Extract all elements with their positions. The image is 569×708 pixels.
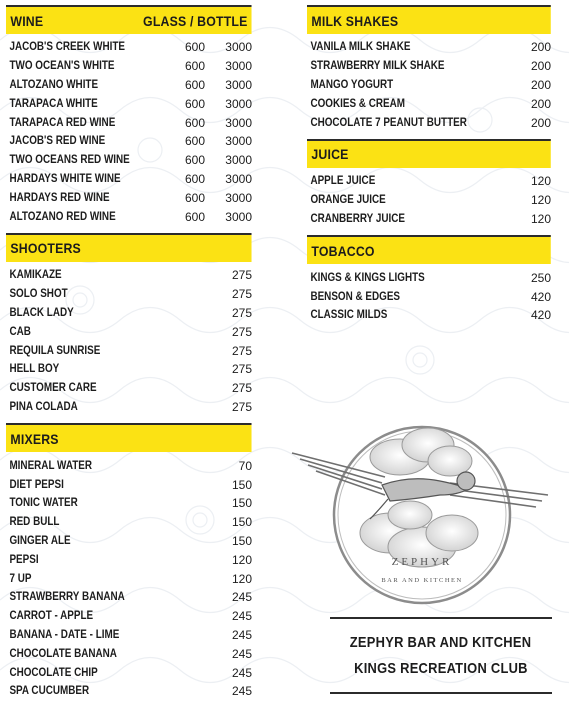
tobacco-section	[307, 235, 551, 324]
menu-item: PEPSI 120	[9, 552, 252, 567]
menu-item: MANGO YOGURT 200	[310, 77, 551, 92]
wine-title: WINE	[10, 12, 44, 29]
menu-right-column	[307, 5, 551, 332]
milk-shakes-list	[307, 34, 551, 132]
milk-shakes-section	[307, 5, 551, 132]
milk-shakes-header	[307, 5, 551, 34]
menu-item: HARDAYS WHITE WINE 600 3000	[9, 171, 252, 186]
menu-item: 7 UP 120	[9, 571, 252, 586]
menu-item: APPLE JUICE 120	[310, 174, 551, 189]
venue-line-1: ZEPHYR BAR AND KITCHEN	[350, 633, 532, 651]
tobacco-title: TOBACCO	[311, 242, 375, 259]
menu-item: ALTOZANO WHITE 600 3000	[9, 77, 252, 92]
menu-item: TWO OCEAN'S WHITE 600 3000	[9, 59, 252, 74]
menu-item: KAMIKAZE 275	[9, 268, 252, 283]
menu-item: BANANA - DATE - LIME 245	[9, 627, 252, 642]
mixers-header	[6, 423, 252, 452]
menu-item: JACOB'S CREEK WHITE 600 3000	[9, 40, 252, 55]
menu-item: CARROT - APPLE 245	[9, 609, 252, 624]
menu-item: RED BULL 150	[9, 515, 252, 530]
menu-item: STRAWBERRY BANANA 245	[9, 590, 252, 605]
tobacco-list	[307, 264, 551, 324]
menu-item: CLASSIC MILDS 420	[310, 308, 551, 323]
wine-section	[6, 5, 252, 226]
wine-list	[6, 34, 252, 226]
menu-item: ALTOZANO RED WINE 600 3000	[9, 209, 252, 224]
menu-item: BLACK LADY 275	[9, 305, 252, 320]
menu-item: KINGS & KINGS LIGHTS 250	[310, 270, 551, 285]
mixers-section	[6, 423, 252, 700]
menu-item: COOKIES & CREAM 200	[310, 96, 551, 111]
menu-item: CHOCOLATE 7 PEANUT BUTTER 200	[310, 115, 551, 130]
menu-item: TARAPACA RED WINE 600 3000	[9, 115, 252, 130]
menu-item: MINERAL WATER 70	[9, 458, 252, 473]
menu-item: BENSON & EDGES 420	[310, 289, 551, 304]
menu-item: ORANGE JUICE 120	[310, 193, 551, 208]
zephyr-logo-emblem	[290, 415, 552, 615]
menu-item: SOLO SHOT 275	[9, 287, 252, 302]
menu-item: DIET PEPSI 150	[9, 477, 252, 492]
mixers-list	[6, 452, 252, 700]
menu-item: TARAPACA WHITE 600 3000	[9, 96, 252, 111]
venue-line-2: KINGS RECREATION CLUB	[354, 659, 528, 677]
menu-item: CAB 275	[9, 324, 252, 339]
menu-item: JACOB'S RED WINE 600 3000	[9, 134, 252, 149]
menu-item: TWO OCEANS RED WINE 600 3000	[9, 153, 252, 168]
menu-item: CHOCOLATE CHIP 245	[9, 665, 252, 680]
menu-item: TONIC WATER 150	[9, 496, 252, 511]
menu-item: REQUILA SUNRISE 275	[9, 343, 252, 358]
menu-item: SPA CUCUMBER 245	[9, 684, 252, 699]
logo-brand-name: ZEPHYR	[391, 556, 453, 568]
wine-columns-label: GLASS / BOTTLE	[143, 12, 248, 29]
menu-item: CHOCOLATE BANANA 245	[9, 646, 252, 661]
menu-item: CRANBERRY JUICE 120	[310, 211, 551, 226]
shooters-section	[6, 233, 252, 416]
juice-list	[307, 168, 551, 228]
menu-item: GINGER ALE 150	[9, 533, 252, 548]
shooters-header	[6, 233, 252, 262]
juice-header	[307, 139, 551, 168]
menu-left-column	[6, 5, 252, 708]
shooters-title: SHOOTERS	[10, 240, 81, 257]
menu-item: PINA COLADA 275	[9, 399, 252, 414]
wine-header	[6, 5, 252, 34]
menu-item: HELL BOY 275	[9, 362, 252, 377]
menu-item: CUSTOMER CARE 275	[9, 381, 252, 396]
tobacco-header	[307, 235, 551, 264]
mixers-title: MIXERS	[10, 430, 59, 447]
juice-title: JUICE	[311, 146, 349, 163]
venue-title-block	[330, 617, 552, 694]
menu-item: STRAWBERRY MILK SHAKE 200	[310, 59, 551, 74]
juice-section	[307, 139, 551, 228]
logo-tagline: BAR AND KITCHEN	[381, 577, 463, 584]
shooters-list	[6, 262, 252, 416]
menu-item: HARDAYS RED WINE 600 3000	[9, 190, 252, 205]
menu-item: VANILA MILK SHAKE 200	[310, 40, 551, 55]
milk-shakes-title: MILK SHAKES	[311, 12, 399, 29]
